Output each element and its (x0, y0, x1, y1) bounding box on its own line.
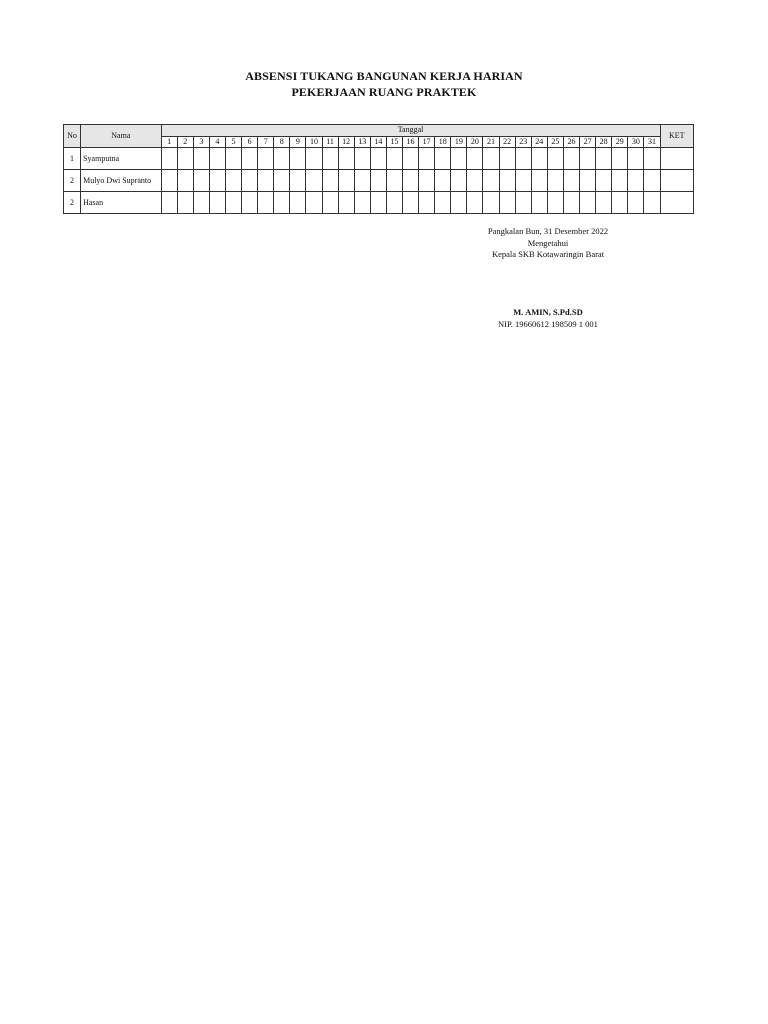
attendance-cell (612, 148, 628, 170)
date-header-cell: 14 (370, 137, 386, 148)
attendance-cell (435, 148, 451, 170)
attendance-cell (274, 170, 290, 192)
attendance-cell (177, 170, 193, 192)
table-row (64, 148, 694, 170)
worker-name: Syamputna (81, 148, 162, 170)
attendance-cell (338, 170, 354, 192)
attendance-cell (322, 192, 338, 214)
attendance-cell (451, 148, 467, 170)
attendance-cell (193, 170, 209, 192)
attendance-cell (386, 192, 402, 214)
attendance-cell (225, 148, 241, 170)
date-header-cell: 29 (612, 137, 628, 148)
column-header-no: No (64, 125, 81, 148)
attendance-table (63, 124, 694, 214)
attendance-cell (563, 192, 579, 214)
attendance-cell (451, 192, 467, 214)
ket-cell (660, 148, 693, 170)
worker-name: Hasan (81, 192, 162, 214)
attendance-cell (531, 170, 547, 192)
attendance-cell (419, 148, 435, 170)
column-header-tanggal: Tanggal (161, 125, 660, 137)
date-header-cell: 31 (644, 137, 660, 148)
attendance-cell (596, 192, 612, 214)
attendance-cell (403, 148, 419, 170)
attendance-cell (161, 192, 177, 214)
attendance-cell (225, 170, 241, 192)
attendance-cell (274, 192, 290, 214)
attendance-cell (483, 148, 499, 170)
attendance-cell (435, 192, 451, 214)
date-header-cell: 23 (515, 137, 531, 148)
attendance-cell (242, 148, 258, 170)
attendance-cell (386, 148, 402, 170)
attendance-cell (258, 192, 274, 214)
date-header-cell: 28 (596, 137, 612, 148)
attendance-cell (370, 148, 386, 170)
date-header-cell: 19 (451, 137, 467, 148)
column-header-ket: KET (660, 125, 693, 148)
attendance-cell (258, 148, 274, 170)
attendance-cell (628, 170, 644, 192)
attendance-cell (531, 192, 547, 214)
attendance-cell (161, 148, 177, 170)
attendance-cell (322, 148, 338, 170)
attendance-cell (209, 148, 225, 170)
attendance-cell (258, 170, 274, 192)
attendance-cell (193, 192, 209, 214)
attendance-cell (644, 170, 660, 192)
attendance-cell (628, 192, 644, 214)
row-number: 2 (64, 192, 81, 214)
date-header-cell: 3 (193, 137, 209, 148)
attendance-cell (515, 170, 531, 192)
date-header-cell: 22 (499, 137, 515, 148)
attendance-cell (386, 170, 402, 192)
document-title: ABSENSI TUKANG BANGUNAN KERJA HARIAN (245, 69, 523, 83)
attendance-cell (644, 192, 660, 214)
date-header-cell: 12 (338, 137, 354, 148)
row-number: 2 (64, 170, 81, 192)
attendance-cell (515, 148, 531, 170)
attendance-cell (403, 170, 419, 192)
attendance-cell (274, 148, 290, 170)
attendance-cell (435, 170, 451, 192)
attendance-cell (467, 192, 483, 214)
date-header-cell: 4 (209, 137, 225, 148)
attendance-cell (483, 192, 499, 214)
attendance-cell (644, 148, 660, 170)
signature-acknowledged: Mengetahui (527, 238, 569, 248)
attendance-cell (612, 192, 628, 214)
date-header-cell: 9 (290, 137, 306, 148)
date-header-cell: 18 (435, 137, 451, 148)
attendance-cell (225, 192, 241, 214)
attendance-cell (354, 192, 370, 214)
date-header-cell: 21 (483, 137, 499, 148)
date-header-cell: 16 (403, 137, 419, 148)
attendance-cell (290, 192, 306, 214)
attendance-cell (338, 192, 354, 214)
document-subtitle: PEKERJAAN RUANG PRAKTEK (291, 85, 477, 99)
date-header-cell: 20 (467, 137, 483, 148)
attendance-cell (161, 170, 177, 192)
date-header-cell: 1 (161, 137, 177, 148)
attendance-cell (177, 192, 193, 214)
attendance-cell (467, 148, 483, 170)
attendance-cell (370, 192, 386, 214)
attendance-cell (419, 192, 435, 214)
table-row (64, 192, 694, 214)
date-header-cell: 17 (419, 137, 435, 148)
date-header-cell: 8 (274, 137, 290, 148)
date-header-cell: 6 (242, 137, 258, 148)
attendance-cell (306, 170, 322, 192)
attendance-cell (338, 148, 354, 170)
attendance-cell (290, 148, 306, 170)
attendance-cell (242, 170, 258, 192)
date-header-cell: 15 (386, 137, 402, 148)
signatory-name: M. AMIN, S.Pd.SD (513, 307, 583, 317)
worker-name: Mulyo Dwi Supranto (81, 170, 162, 192)
date-header-cell: 24 (531, 137, 547, 148)
attendance-cell (499, 148, 515, 170)
attendance-cell (499, 170, 515, 192)
attendance-cell (370, 170, 386, 192)
date-header-cell: 11 (322, 137, 338, 148)
attendance-cell (354, 148, 370, 170)
attendance-cell (596, 170, 612, 192)
date-header-cell: 30 (628, 137, 644, 148)
table-row (64, 170, 694, 192)
attendance-cell (580, 170, 596, 192)
signature-position: Kepala SKB Kotawaringin Barat (491, 249, 605, 259)
signatory-nip: NIP. 19660612 198509 1 001 (498, 319, 598, 329)
date-header-cell: 7 (258, 137, 274, 148)
attendance-cell (177, 148, 193, 170)
table-header-row (64, 125, 694, 137)
attendance-cell (563, 148, 579, 170)
attendance-cell (193, 148, 209, 170)
date-header-cell: 26 (563, 137, 579, 148)
attendance-cell (531, 148, 547, 170)
date-header-cell: 2 (177, 137, 193, 148)
attendance-cell (547, 148, 563, 170)
attendance-cell (419, 170, 435, 192)
date-header-cell: 25 (547, 137, 563, 148)
attendance-cell (483, 170, 499, 192)
attendance-cell (290, 170, 306, 192)
ket-cell (660, 192, 693, 214)
attendance-cell (580, 192, 596, 214)
attendance-cell (403, 192, 419, 214)
attendance-cell (563, 170, 579, 192)
attendance-cell (306, 192, 322, 214)
attendance-cell (515, 192, 531, 214)
date-header-cell: 13 (354, 137, 370, 148)
attendance-cell (547, 192, 563, 214)
date-header-cell: 5 (225, 137, 241, 148)
attendance-cell (612, 170, 628, 192)
attendance-cell (354, 170, 370, 192)
attendance-cell (322, 170, 338, 192)
date-header-cell: 10 (306, 137, 322, 148)
attendance-cell (580, 148, 596, 170)
signature-place-date: Pangkalan Bun, 31 Desember 2022 (487, 226, 609, 236)
attendance-cell (451, 170, 467, 192)
date-header-cell: 27 (580, 137, 596, 148)
attendance-cell (209, 170, 225, 192)
attendance-cell (596, 148, 612, 170)
ket-cell (660, 170, 693, 192)
row-number: 1 (64, 148, 81, 170)
attendance-cell (467, 170, 483, 192)
attendance-cell (242, 192, 258, 214)
attendance-cell (547, 170, 563, 192)
attendance-cell (209, 192, 225, 214)
column-header-nama: Nama (81, 125, 162, 148)
attendance-cell (499, 192, 515, 214)
attendance-cell (306, 148, 322, 170)
attendance-cell (628, 148, 644, 170)
